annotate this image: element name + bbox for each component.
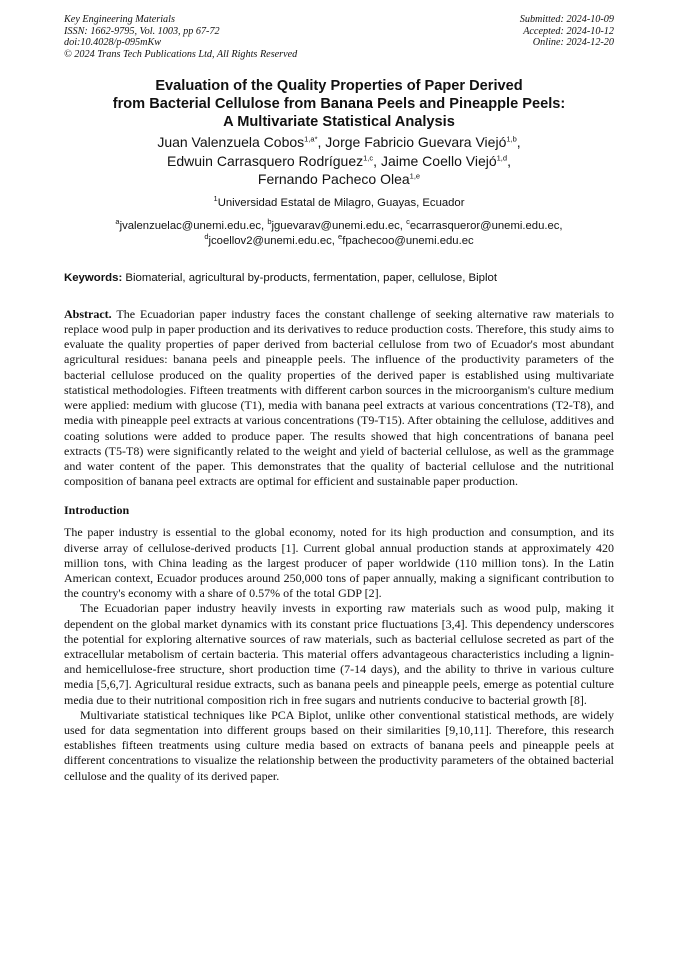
author-list	[64, 133, 614, 189]
email-address: jguevarav@unemi.edu.ec,	[271, 219, 407, 232]
author-affiliation-mark: 1,c	[363, 153, 374, 163]
author-name: Edwuin Carrasquero Rodríguez	[167, 152, 364, 169]
section-heading-introduction: Introduction	[64, 503, 130, 518]
header-metadata	[64, 14, 614, 60]
author-affiliation-mark: 1,a*	[304, 134, 318, 144]
online-date: Online: 2024-12-20	[532, 37, 614, 49]
author-separator: ,	[507, 152, 511, 169]
paper-title	[64, 77, 614, 131]
author-affiliation-mark: 1,e	[409, 171, 421, 181]
author-name: Jorge Fabricio Guevara Viejó	[325, 134, 507, 151]
title-line: from Bacterial Cellulose from Banana Peels and Pineapple Peels:	[112, 96, 566, 113]
email-address: fpachecoo@unemi.edu.ec	[342, 235, 474, 248]
keywords-label: Keywords:	[64, 271, 123, 284]
email-address: jcoellov2@unemi.edu.ec,	[208, 235, 339, 248]
journal-name: Key Engineering Materials	[64, 14, 175, 25]
email-address: jvalenzuelac@unemi.edu.ec,	[119, 219, 268, 232]
publication-info	[64, 14, 297, 60]
affiliation-text: Universidad Estatal de Milagro, Guayas, Ecuador	[217, 196, 465, 209]
email-mark: a	[115, 217, 120, 227]
title-line: Evaluation of the Quality Properties of Paper Derived	[155, 78, 523, 95]
email-line	[64, 234, 614, 250]
title-line: A Multivariate Statistical Analysis	[223, 114, 455, 131]
email-address: ecarrasqueror@unemi.edu.ec,	[409, 219, 563, 232]
author-separator: ,	[516, 134, 521, 151]
accepted-date: Accepted: 2024-10-12	[523, 25, 614, 37]
submitted-date: Submitted: 2024-10-09	[519, 14, 614, 25]
author-name: Fernando Pacheco Olea	[257, 171, 410, 188]
publication-dates	[520, 14, 614, 60]
email-mark: e	[338, 232, 343, 242]
email-mark: c	[406, 217, 410, 227]
abstract-text: The Ecuadorian paper industry faces the constant challenge of seeking alternative raw materials to replace wood pulp in paper production and its derivatives to reduce production costs. Therefore, this study aims to evaluate the quality properties of paper derived from bacterial cellulose from two of Ecuador's most abundant agricultural residues: banana peels and pineapple peels. The influence of the productivity parameters of the bacterial cellulose produced on the quality properties of the derived paper is established using multivariate statistical methodologies. Fifteen treatments with different carbon sources in the microorganism's culture medium were applied: medium with glucose (T1), media with banana peel extracts at various concentrations (T2-T8), and media with pineapple peel extracts at various concentrations (T9-T15). After obtaining the cellulose, additives and coating solutions were added to produce paper. The results showed that high concentrations of banana peel extracts (T5-T8) were significantly related to the weight and yield of bacterial cellulose, as well as the grammage and water content of the paper. This demonstrates that the quality of bacterial cellulose and the nutritional composition of banana peel extracts are optimal for efficient and sustainable paper production.	[64, 306, 614, 489]
keywords	[64, 271, 614, 285]
author-affiliation-mark: 1,d	[496, 153, 508, 163]
keywords-text: Biomaterial, agricultural by-products, fermentation, paper, cellulose, Biplot	[122, 271, 498, 284]
introduction-paragraph: Multivariate statistical techniques like PCA Biplot, unlike other conventional statistical methods, are widely used for data segmentation into different groups based on their similarities [9,10,11]. Therefore, this research establishes fifteen treatments using culture media based on extracts of banana peels and pineapple peels at different concentrations to visualize the relationship between the productivity parameters of the obtained bacterial cellulose and the quality of its derived paper.	[64, 707, 614, 783]
author-separator: ,	[373, 152, 381, 169]
doi: doi:10.4028/p-095mKw	[64, 37, 162, 49]
email-mark: b	[267, 217, 272, 227]
paper-page	[64, 14, 614, 784]
email-mark: d	[204, 232, 209, 242]
affiliation-mark: 1	[213, 194, 218, 204]
author-line	[64, 133, 614, 152]
introduction-paragraph: The Ecuadorian paper industry heavily invests in exporting raw materials such as wood pulp, making it dependent on the global market dynamics with its constant price fluctuations [3,4]. This dependency underscores the potential for exploring alternative sources of raw materials, such as bacterial cellulose secreted as part of the extracellular metabolism of certain bacteria. This material offers advantageous characteristics including a lignin- and hemicellulose-free structure, short production time (7-14 days), and the ability to thrive in various culture media [5,6,7]. Agricultural residue extracts, such as banana peels and pineapple peels, emerge as potential culture media due to their nutritional composition rich in free sugars and nutrients conducive to bacterial growth [8].	[64, 601, 614, 707]
author-emails	[64, 219, 614, 250]
author-line	[64, 152, 614, 171]
author-name: Juan Valenzuela Cobos	[157, 134, 305, 151]
author-separator: ,	[317, 134, 326, 151]
author-line	[64, 170, 614, 189]
copyright: © 2024 Trans Tech Publications Ltd, All Rights Reserved	[64, 48, 298, 60]
author-name: Jaime Coello Viejó	[380, 152, 497, 169]
author-affiliation-mark: 1,b	[506, 134, 517, 144]
issn-volume: ISSN: 1662-9795, Vol. 1003, pp 67-72	[64, 25, 220, 37]
introduction-paragraph: The paper industry is essential to the global economy, noted for its high production and consumption, and its diverse array of cellulose-derived products [1]. Current global annual production stands at approximately 420 million tons, with China leading as the largest producer of paper worldwide (110 million tons). In the Latin American context, Ecuador produces around 250,000 tons of paper annually, making a significant contribution to the country's economy with a share of 0.57% of the total GDP [2].	[64, 525, 614, 601]
abstract	[64, 307, 614, 489]
affiliation	[64, 196, 614, 210]
abstract-label: Abstract.	[64, 306, 112, 321]
